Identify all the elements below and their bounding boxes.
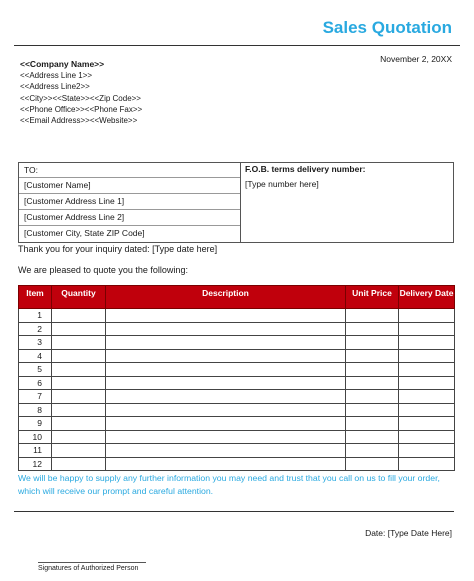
company-address-line-2: <<Address Line2>> — [20, 82, 90, 92]
company-phone-fax: <<Phone Office>><<Phone Fax>> — [20, 104, 143, 114]
address-box — [18, 162, 454, 243]
unit-price-cell[interactable] — [346, 444, 399, 458]
description-cell[interactable] — [106, 322, 346, 336]
quantity-cell[interactable] — [52, 322, 106, 336]
item-cell: 2 — [19, 322, 52, 336]
delivery-date-cell[interactable] — [399, 349, 455, 363]
description-cell[interactable] — [106, 457, 346, 471]
table-row — [19, 444, 455, 458]
table-row — [19, 403, 455, 417]
description-cell[interactable] — [106, 309, 346, 323]
inquiry-date-line[interactable]: Thank you for your inquiry dated: [Type date here] — [18, 244, 218, 254]
delivery-date-cell[interactable] — [399, 417, 455, 431]
delivery-date-cell[interactable] — [399, 363, 455, 377]
quantity-cell[interactable] — [52, 457, 106, 471]
delivery-date-cell[interactable] — [399, 444, 455, 458]
unit-price-cell[interactable] — [346, 417, 399, 431]
to-label: TO: — [24, 165, 39, 175]
company-name: <<Company Name>> — [20, 59, 105, 69]
item-cell: 12 — [19, 457, 52, 471]
quantity-cell[interactable] — [52, 390, 106, 404]
column-header-description: Description — [106, 286, 346, 309]
customer-name-field[interactable]: [Customer Name] — [19, 177, 240, 194]
item-cell: 5 — [19, 363, 52, 377]
quotation-table — [18, 285, 455, 471]
item-cell: 7 — [19, 390, 52, 404]
quantity-cell[interactable] — [52, 376, 106, 390]
description-cell[interactable] — [106, 336, 346, 350]
table-row — [19, 363, 455, 377]
table-row — [19, 309, 455, 323]
column-header-item: Item — [19, 286, 52, 309]
quantity-cell[interactable] — [52, 336, 106, 350]
item-cell: 11 — [19, 444, 52, 458]
unit-price-cell[interactable] — [346, 309, 399, 323]
table-row — [19, 322, 455, 336]
delivery-date-cell[interactable] — [399, 457, 455, 471]
fob-number-field[interactable]: [Type number here] — [245, 179, 319, 189]
description-cell[interactable] — [106, 376, 346, 390]
description-cell[interactable] — [106, 417, 346, 431]
company-block — [20, 59, 142, 126]
column-header-delivery-date: Delivery Date — [399, 286, 455, 309]
item-cell: 4 — [19, 349, 52, 363]
delivery-date-cell[interactable] — [399, 322, 455, 336]
item-cell: 1 — [19, 309, 52, 323]
document-title: Sales Quotation — [322, 18, 452, 37]
quantity-cell[interactable] — [52, 430, 106, 444]
description-cell[interactable] — [106, 403, 346, 417]
signature-label: Signatures of Authorized Person — [38, 565, 139, 572]
customer-section — [19, 163, 241, 242]
footer-date-field[interactable]: Date: [Type Date Here] — [365, 528, 452, 538]
footer-divider — [14, 511, 454, 512]
quote-intro-text: We are pleased to quote you the following: — [18, 265, 188, 275]
delivery-date-cell[interactable] — [399, 376, 455, 390]
unit-price-cell[interactable] — [346, 376, 399, 390]
column-header-quantity: Quantity — [52, 286, 106, 309]
table-row — [19, 430, 455, 444]
description-cell[interactable] — [106, 444, 346, 458]
quantity-cell[interactable] — [52, 309, 106, 323]
unit-price-cell[interactable] — [346, 390, 399, 404]
customer-address-line-2-field[interactable]: [Customer Address Line 2] — [19, 209, 240, 226]
company-city-state-zip: <<City>><<State>><<Zip Code>> — [20, 93, 141, 103]
table-row — [19, 336, 455, 350]
description-cell[interactable] — [106, 363, 346, 377]
delivery-date-cell[interactable] — [399, 336, 455, 350]
table-row — [19, 390, 455, 404]
table-row — [19, 349, 455, 363]
unit-price-cell[interactable] — [346, 336, 399, 350]
quote-date: November 2, 20XX — [380, 54, 452, 64]
customer-address-line-1-field[interactable]: [Customer Address Line 1] — [19, 193, 240, 210]
item-cell: 10 — [19, 430, 52, 444]
unit-price-cell[interactable] — [346, 349, 399, 363]
delivery-date-cell[interactable] — [399, 309, 455, 323]
delivery-date-cell[interactable] — [399, 430, 455, 444]
signature-line — [38, 562, 146, 563]
company-address-line-1: <<Address Line 1>> — [20, 71, 93, 81]
fob-label: F.O.B. terms delivery number: — [245, 164, 366, 174]
quantity-cell[interactable] — [52, 363, 106, 377]
column-header-unit-price: Unit Price — [346, 286, 399, 309]
delivery-date-cell[interactable] — [399, 403, 455, 417]
description-cell[interactable] — [106, 390, 346, 404]
description-cell[interactable] — [106, 430, 346, 444]
description-cell[interactable] — [106, 349, 346, 363]
quantity-cell[interactable] — [52, 417, 106, 431]
unit-price-cell[interactable] — [346, 457, 399, 471]
item-cell: 8 — [19, 403, 52, 417]
table-row — [19, 376, 455, 390]
table-row — [19, 457, 455, 471]
table-header-row — [19, 286, 455, 309]
item-cell: 3 — [19, 336, 52, 350]
item-cell: 6 — [19, 376, 52, 390]
unit-price-cell[interactable] — [346, 322, 399, 336]
item-cell: 9 — [19, 417, 52, 431]
unit-price-cell[interactable] — [346, 403, 399, 417]
fob-section — [241, 163, 453, 242]
company-email-website: <<Email Address>><<Website>> — [20, 116, 138, 126]
quantity-cell[interactable] — [52, 444, 106, 458]
title-divider — [14, 45, 460, 46]
unit-price-cell[interactable] — [346, 363, 399, 377]
table-row — [19, 417, 455, 431]
closing-note: We will be happy to supply any further information you may need and trust that you call on us to fill your order, which will receive our prompt and careful attention. — [18, 473, 440, 496]
unit-price-cell[interactable] — [346, 430, 399, 444]
quantity-cell[interactable] — [52, 403, 106, 417]
customer-city-field[interactable]: [Customer City, State ZIP Code] — [19, 225, 240, 242]
quantity-cell[interactable] — [52, 349, 106, 363]
delivery-date-cell[interactable] — [399, 390, 455, 404]
